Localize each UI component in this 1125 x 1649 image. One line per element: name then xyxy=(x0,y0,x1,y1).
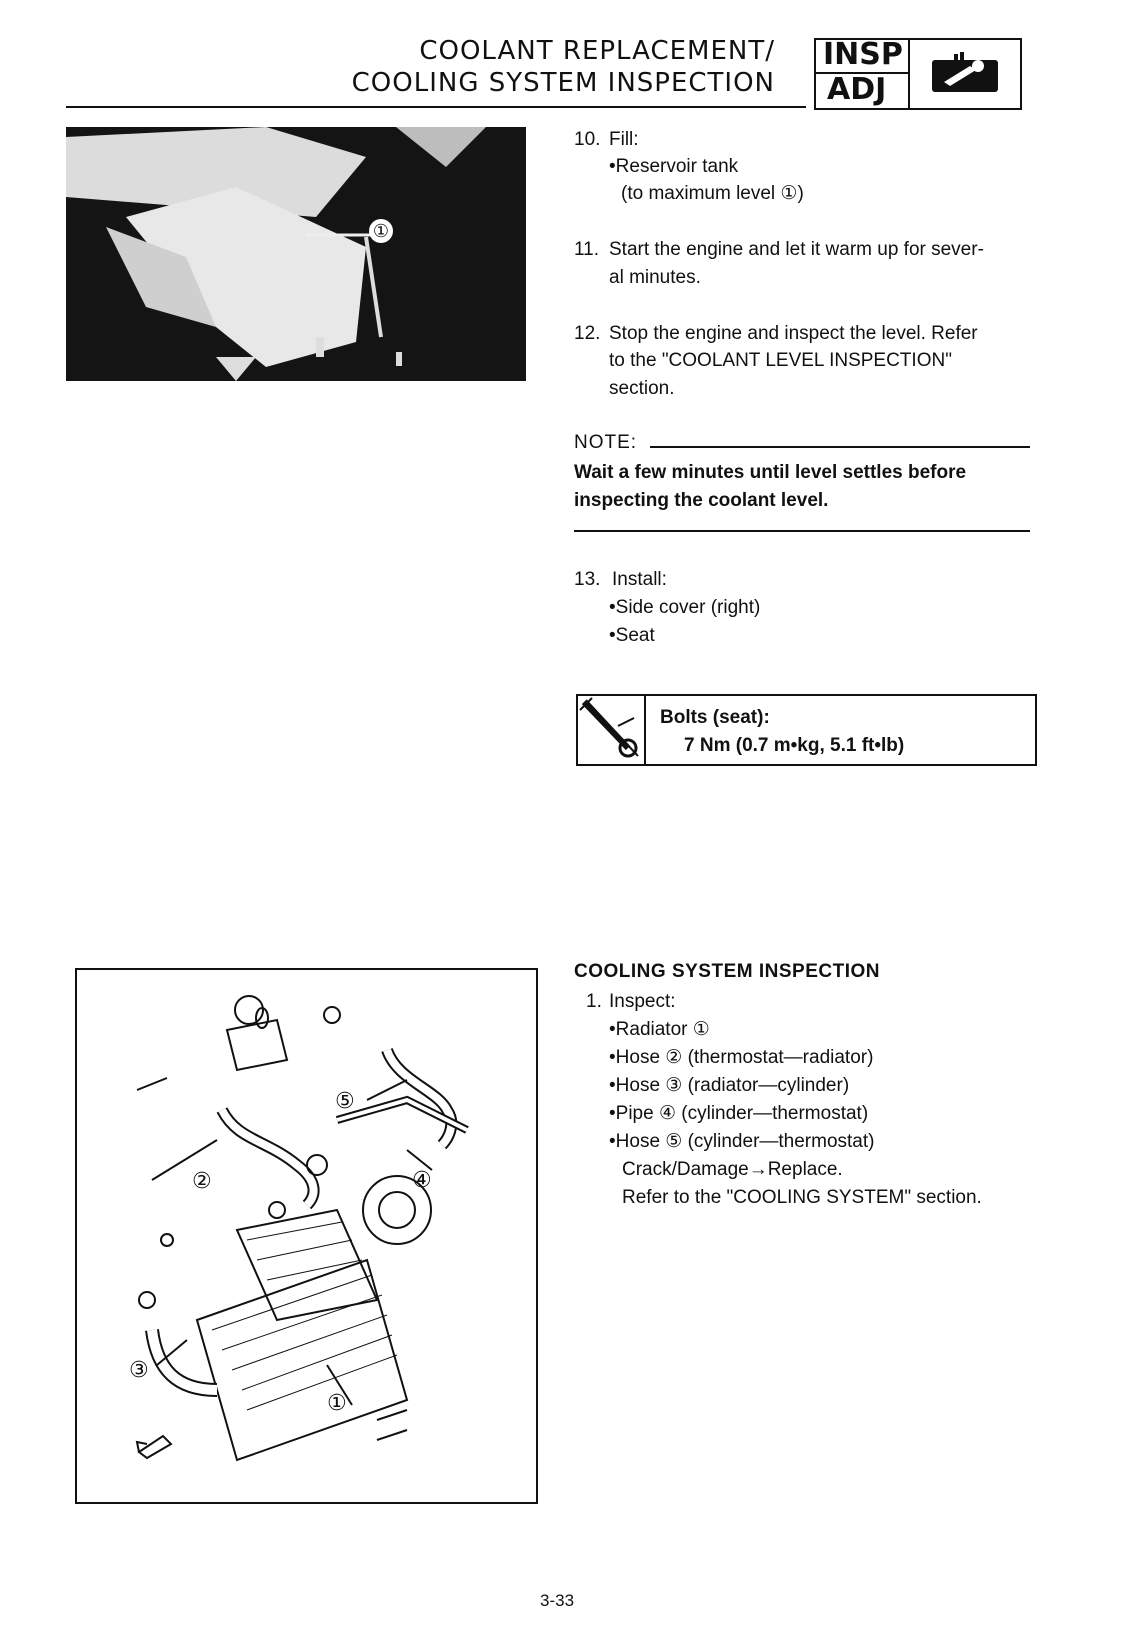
badge-insp: INSP xyxy=(823,37,903,72)
inspection-step-number: 1. xyxy=(586,991,602,1012)
inspect-result: Crack/Damage→Replace. xyxy=(622,1159,843,1180)
step-12-text: Stop the engine and inspect the level. Refer xyxy=(609,323,978,344)
step-10-number: 10. xyxy=(574,129,601,150)
inspect-item-pipe-4: •Pipe ④ (cylinder—thermostat) xyxy=(609,1103,869,1124)
note-label: NOTE: xyxy=(574,432,638,453)
diagram-callout-1: ① xyxy=(327,1390,347,1415)
step-12-number: 12. xyxy=(574,323,601,344)
torque-label: Bolts (seat): xyxy=(660,707,770,728)
step-10-sub: (to maximum level ①) xyxy=(621,183,804,204)
torque-spec-box xyxy=(576,694,1037,766)
step-11-cont: al minutes. xyxy=(609,267,701,288)
badge-adj: ADJ xyxy=(827,72,887,107)
torque-wrench-icon xyxy=(578,696,646,764)
cooling-system-diagram xyxy=(75,968,538,1504)
torque-value: 7 Nm (0.7 m•kg, 5.1 ft•lb) xyxy=(684,735,905,756)
page-number: 3-33 xyxy=(540,1591,575,1610)
step-12-cont1: to the "COOLANT LEVEL INSPECTION" xyxy=(609,350,952,371)
step-11-text: Start the engine and let it warm up for sever- xyxy=(609,239,984,260)
header-rule xyxy=(66,106,806,108)
wrench-screwdriver-icon xyxy=(930,52,1000,94)
note-line2: inspecting the coolant level. xyxy=(574,490,829,511)
note-top-rule xyxy=(650,446,1030,448)
step-12-cont2: section. xyxy=(609,378,675,399)
install-item-seat: •Seat xyxy=(609,625,655,646)
inspection-heading: COOLING SYSTEM INSPECTION xyxy=(574,961,880,982)
diagram-callout-3: ③ xyxy=(129,1357,149,1382)
inspection-step-label: Inspect: xyxy=(609,991,676,1012)
photo-callout-1: ① xyxy=(369,219,393,243)
step-10-bullet: •Reservoir tank xyxy=(609,156,739,177)
diagram-callout-4: ④ xyxy=(412,1167,432,1192)
diagram-callout-2: ② xyxy=(192,1168,212,1193)
step-10-text: Fill: xyxy=(609,129,639,150)
note-bottom-rule xyxy=(574,530,1030,532)
step-13-label: Install: xyxy=(612,569,667,590)
inspect-item-hose-3: •Hose ③ (radiator—cylinder) xyxy=(609,1075,850,1096)
inspect-item-radiator: •Radiator ① xyxy=(609,1019,710,1040)
note-line1: Wait a few minutes until level settles before xyxy=(574,462,967,483)
inspect-item-hose-2: •Hose ② (thermostat—radiator) xyxy=(609,1047,874,1068)
fwd-arrow-icon xyxy=(135,1430,175,1460)
step-11-number: 11. xyxy=(574,239,600,260)
page-title-line2: COOLING SYSTEM INSPECTION xyxy=(351,68,775,98)
diagram-callout-5: ⑤ xyxy=(335,1088,355,1113)
inspect-refer: Refer to the "COOLING SYSTEM" section. xyxy=(622,1187,982,1208)
inspect-item-hose-5: •Hose ⑤ (cylinder—thermostat) xyxy=(609,1131,875,1152)
page-title-line1: COOLANT REPLACEMENT/ xyxy=(419,36,775,66)
install-item-side-cover: •Side cover (right) xyxy=(609,597,761,618)
step-13-number: 13. xyxy=(574,569,601,590)
reservoir-tank-photo xyxy=(66,127,526,381)
